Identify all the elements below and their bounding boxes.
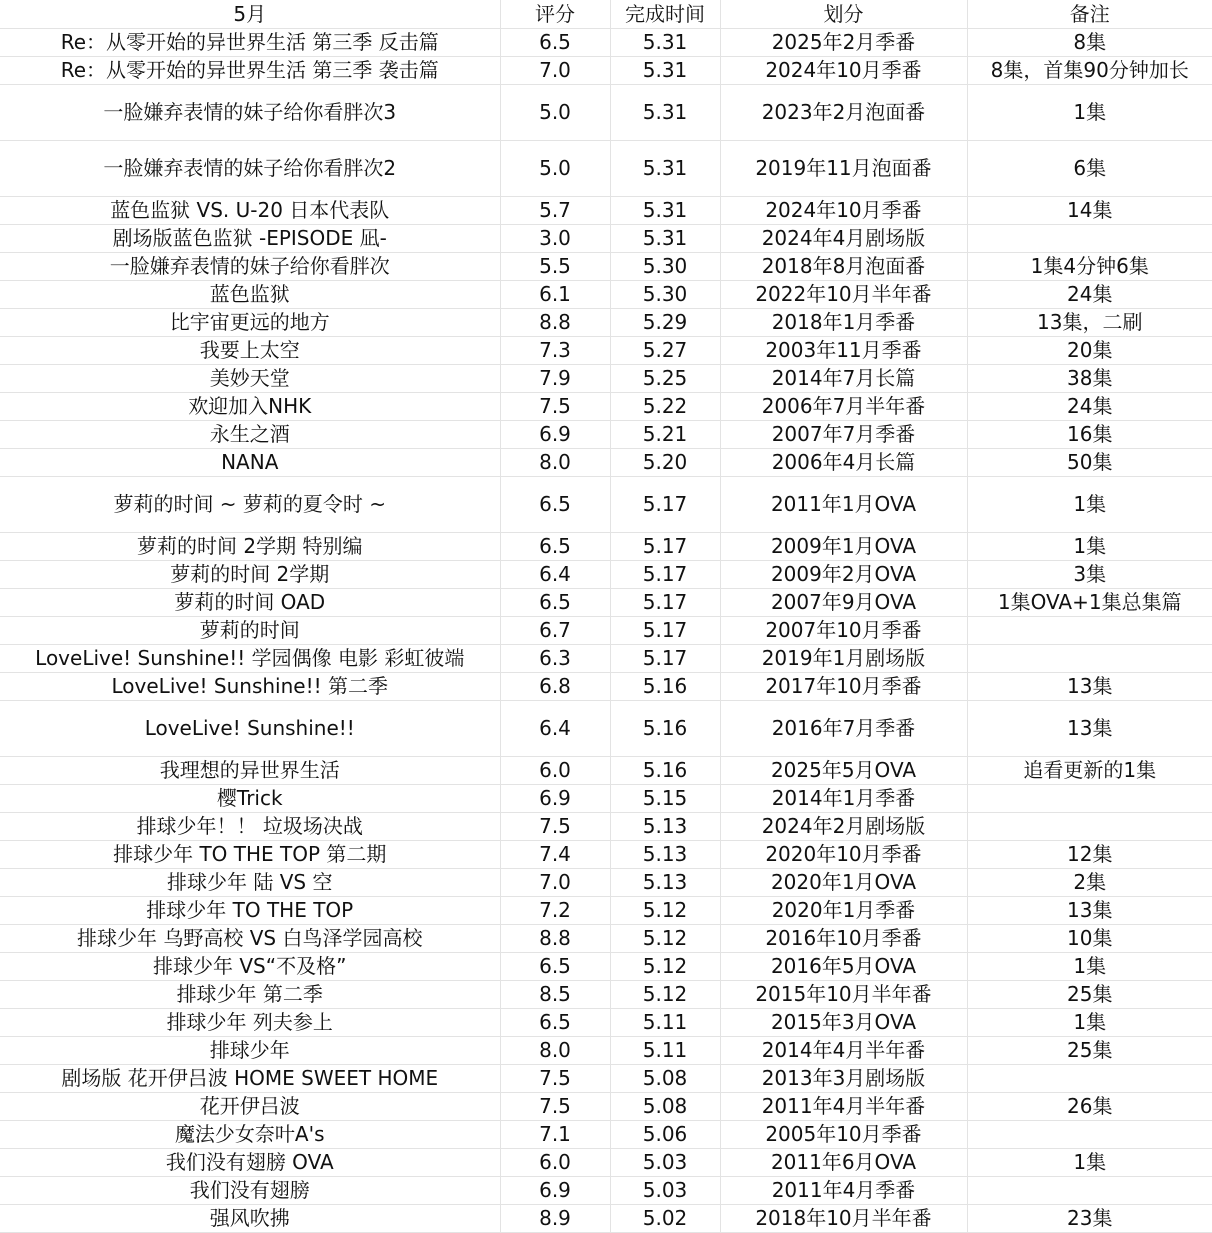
finish-date-cell[interactable]: 5.22 (610, 392, 720, 420)
finish-date-cell[interactable]: 5.03 (610, 1176, 720, 1204)
finish-date-cell[interactable]: 5.27 (610, 336, 720, 364)
score-cell[interactable]: 6.9 (500, 784, 610, 812)
title-cell[interactable]: 萝莉的时间 2学期 (0, 560, 500, 588)
table-row (0, 476, 1212, 532)
title-cell[interactable]: 永生之酒 (0, 420, 500, 448)
score-cell[interactable]: 8.8 (500, 308, 610, 336)
finish-date-cell[interactable]: 5.17 (610, 588, 720, 616)
title-cell[interactable]: Re：从零开始的异世界生活 第三季 袭击篇 (0, 56, 500, 84)
score-cell[interactable]: 8.0 (500, 448, 610, 476)
finish-date-cell[interactable]: 5.02 (610, 1204, 720, 1232)
table-row (0, 560, 1212, 588)
category-cell[interactable]: 2019年1月剧场版 (720, 644, 967, 672)
score-cell[interactable]: 7.5 (500, 812, 610, 840)
score-cell[interactable]: 6.3 (500, 644, 610, 672)
note-cell[interactable]: 追看更新的1集 (967, 756, 1212, 784)
category-cell[interactable]: 2024年4月剧场版 (720, 224, 967, 252)
category-cell[interactable]: 2020年1月OVA (720, 868, 967, 896)
title-cell[interactable]: LoveLive! Sunshine!! 第二季 (0, 672, 500, 700)
table-row (0, 336, 1212, 364)
category-cell[interactable]: 2011年1月OVA (720, 476, 967, 532)
score-cell[interactable]: 8.9 (500, 1204, 610, 1232)
score-cell[interactable]: 6.5 (500, 532, 610, 560)
note-cell[interactable]: 13集 (967, 896, 1212, 924)
table-row (0, 980, 1212, 1008)
finish-date-cell[interactable]: 5.17 (610, 476, 720, 532)
score-cell[interactable]: 6.5 (500, 28, 610, 56)
finish-date-cell[interactable]: 5.11 (610, 1036, 720, 1064)
category-cell[interactable]: 2005年10月季番 (720, 1120, 967, 1148)
table-row (0, 364, 1212, 392)
note-cell[interactable]: 1集 (967, 532, 1212, 560)
title-cell[interactable]: LoveLive! Sunshine!! 学园偶像 电影 彩虹彼端 (0, 644, 500, 672)
category-cell[interactable]: 2024年10月季番 (720, 196, 967, 224)
score-cell[interactable]: 5.7 (500, 196, 610, 224)
score-cell[interactable]: 6.1 (500, 280, 610, 308)
note-cell[interactable] (967, 644, 1212, 672)
category-cell[interactable]: 2018年8月泡面番 (720, 252, 967, 280)
category-cell[interactable]: 2011年6月OVA (720, 1148, 967, 1176)
table-row (0, 224, 1212, 252)
title-cell[interactable]: 萝莉的时间 ~ 萝莉的夏令时 ~ (0, 476, 500, 532)
score-cell[interactable]: 6.9 (500, 1176, 610, 1204)
table-row (0, 672, 1212, 700)
note-cell[interactable]: 1集4分钟6集 (967, 252, 1212, 280)
note-cell[interactable] (967, 1120, 1212, 1148)
category-cell[interactable]: 2020年1月季番 (720, 896, 967, 924)
score-cell[interactable]: 7.0 (500, 56, 610, 84)
finish-date-cell[interactable]: 5.12 (610, 980, 720, 1008)
category-cell[interactable]: 2022年10月半年番 (720, 280, 967, 308)
finish-date-cell[interactable]: 5.17 (610, 644, 720, 672)
finish-date-cell[interactable]: 5.30 (610, 280, 720, 308)
header-row (0, 0, 1212, 28)
table-row (0, 448, 1212, 476)
title-cell[interactable]: 我们没有翅膀 (0, 1176, 500, 1204)
title-cell[interactable]: 欢迎加入NHK (0, 392, 500, 420)
table-row (0, 868, 1212, 896)
note-cell[interactable] (967, 1064, 1212, 1092)
table-row (0, 28, 1212, 56)
score-cell[interactable]: 7.2 (500, 896, 610, 924)
score-cell[interactable]: 7.1 (500, 1120, 610, 1148)
title-cell[interactable]: 排球少年 TO THE TOP (0, 896, 500, 924)
score-cell[interactable]: 8.8 (500, 924, 610, 952)
note-cell[interactable]: 1集 (967, 1148, 1212, 1176)
title-cell[interactable]: NANA (0, 448, 500, 476)
title-cell[interactable]: 排球少年 列夫参上 (0, 1008, 500, 1036)
table-row (0, 532, 1212, 560)
table-row (0, 756, 1212, 784)
category-cell[interactable]: 2015年3月OVA (720, 1008, 967, 1036)
category-cell[interactable]: 2007年9月OVA (720, 588, 967, 616)
table-body (0, 28, 1212, 1232)
finish-date-cell[interactable]: 5.25 (610, 364, 720, 392)
finish-date-cell[interactable]: 5.08 (610, 1064, 720, 1092)
table-row (0, 1036, 1212, 1064)
note-cell[interactable]: 24集 (967, 280, 1212, 308)
category-cell[interactable]: 2025年2月季番 (720, 28, 967, 56)
category-cell[interactable]: 2023年2月泡面番 (720, 84, 967, 140)
finish-date-cell[interactable]: 5.31 (610, 28, 720, 56)
finish-date-cell[interactable]: 5.31 (610, 56, 720, 84)
table-row (0, 392, 1212, 420)
table-row (0, 1148, 1212, 1176)
table-row (0, 420, 1212, 448)
title-cell[interactable]: 萝莉的时间 (0, 616, 500, 644)
note-cell[interactable]: 1集OVA+1集总集篇 (967, 588, 1212, 616)
finish-date-cell[interactable]: 5.13 (610, 868, 720, 896)
finish-date-cell[interactable]: 5.31 (610, 224, 720, 252)
note-cell[interactable] (967, 812, 1212, 840)
category-cell[interactable]: 2016年7月季番 (720, 700, 967, 756)
note-cell[interactable]: 50集 (967, 448, 1212, 476)
note-cell[interactable]: 10集 (967, 924, 1212, 952)
title-cell[interactable]: 美妙天堂 (0, 364, 500, 392)
title-cell[interactable]: 魔法少女奈叶A's (0, 1120, 500, 1148)
table-row (0, 784, 1212, 812)
note-cell[interactable] (967, 784, 1212, 812)
category-cell[interactable]: 2016年10月季番 (720, 924, 967, 952)
category-cell[interactable]: 2011年4月半年番 (720, 1092, 967, 1120)
title-cell[interactable]: 排球少年 陆 VS 空 (0, 868, 500, 896)
finish-date-cell[interactable]: 5.03 (610, 1148, 720, 1176)
category-cell[interactable]: 2019年11月泡面番 (720, 140, 967, 196)
table-row (0, 588, 1212, 616)
finish-date-cell[interactable]: 5.06 (610, 1120, 720, 1148)
score-cell[interactable]: 6.5 (500, 952, 610, 980)
note-cell[interactable]: 8集 (967, 28, 1212, 56)
title-cell[interactable]: 强风吹拂 (0, 1204, 500, 1232)
title-cell[interactable]: 排球少年 第二季 (0, 980, 500, 1008)
table-row (0, 1092, 1212, 1120)
score-cell[interactable]: 6.5 (500, 476, 610, 532)
finish-date-cell[interactable]: 5.29 (610, 308, 720, 336)
category-cell[interactable]: 2018年1月季番 (720, 308, 967, 336)
table-row (0, 1176, 1212, 1204)
title-cell[interactable]: 剧场版蓝色监狱 -EPISODE 凪- (0, 224, 500, 252)
finish-date-cell[interactable]: 5.12 (610, 896, 720, 924)
title-cell[interactable]: LoveLive! Sunshine!! (0, 700, 500, 756)
title-cell[interactable]: 剧场版 花开伊吕波 HOME SWEET HOME (0, 1064, 500, 1092)
title-cell[interactable]: Re：从零开始的异世界生活 第三季 反击篇 (0, 28, 500, 56)
score-cell[interactable]: 6.8 (500, 672, 610, 700)
note-cell[interactable]: 13集，二刷 (967, 308, 1212, 336)
category-cell[interactable]: 2025年5月OVA (720, 756, 967, 784)
table-row (0, 1204, 1212, 1232)
score-cell[interactable]: 5.0 (500, 140, 610, 196)
table-row (0, 252, 1212, 280)
note-cell[interactable]: 2集 (967, 868, 1212, 896)
category-cell[interactable]: 2020年10月季番 (720, 840, 967, 868)
category-cell[interactable]: 2007年7月季番 (720, 420, 967, 448)
category-cell[interactable]: 2006年4月长篇 (720, 448, 967, 476)
title-cell[interactable]: 排球少年！！ 垃圾场决战 (0, 812, 500, 840)
note-cell[interactable]: 23集 (967, 1204, 1212, 1232)
title-cell[interactable]: 蓝色监狱 (0, 280, 500, 308)
table-row (0, 1064, 1212, 1092)
table-row (0, 308, 1212, 336)
title-cell[interactable]: 一脸嫌弃表情的妹子给你看胖次 (0, 252, 500, 280)
note-cell[interactable]: 20集 (967, 336, 1212, 364)
note-cell[interactable]: 8集，首集90分钟加长 (967, 56, 1212, 84)
title-cell[interactable]: 我要上太空 (0, 336, 500, 364)
finish-date-cell[interactable]: 5.31 (610, 84, 720, 140)
category-cell[interactable]: 2007年10月季番 (720, 616, 967, 644)
finish-date-cell[interactable]: 5.16 (610, 756, 720, 784)
finish-date-cell[interactable]: 5.16 (610, 672, 720, 700)
category-cell[interactable]: 2024年10月季番 (720, 56, 967, 84)
table-row (0, 56, 1212, 84)
score-cell[interactable]: 5.5 (500, 252, 610, 280)
table-row (0, 644, 1212, 672)
score-cell[interactable]: 7.3 (500, 336, 610, 364)
category-cell[interactable]: 2006年7月半年番 (720, 392, 967, 420)
score-cell[interactable]: 6.4 (500, 560, 610, 588)
note-cell[interactable]: 25集 (967, 1036, 1212, 1064)
note-cell[interactable]: 16集 (967, 420, 1212, 448)
finish-date-cell[interactable]: 5.08 (610, 1092, 720, 1120)
note-cell[interactable]: 38集 (967, 364, 1212, 392)
category-cell[interactable]: 2011年4月季番 (720, 1176, 967, 1204)
title-cell[interactable]: 排球少年 VS“不及格” (0, 952, 500, 980)
table-row (0, 140, 1212, 196)
score-cell[interactable]: 3.0 (500, 224, 610, 252)
note-cell[interactable]: 3集 (967, 560, 1212, 588)
title-cell[interactable]: 比宇宙更远的地方 (0, 308, 500, 336)
note-cell[interactable] (967, 224, 1212, 252)
category-cell[interactable]: 2009年2月OVA (720, 560, 967, 588)
note-cell[interactable]: 12集 (967, 840, 1212, 868)
finish-date-cell[interactable]: 5.17 (610, 532, 720, 560)
score-cell[interactable]: 6.5 (500, 588, 610, 616)
finish-date-cell[interactable]: 5.30 (610, 252, 720, 280)
finish-date-cell[interactable]: 5.31 (610, 140, 720, 196)
score-cell[interactable]: 7.5 (500, 1064, 610, 1092)
table-row (0, 84, 1212, 140)
finish-date-cell[interactable]: 5.13 (610, 812, 720, 840)
category-cell[interactable]: 2016年5月OVA (720, 952, 967, 980)
score-cell[interactable]: 6.4 (500, 700, 610, 756)
title-cell[interactable]: 我们没有翅膀 OVA (0, 1148, 500, 1176)
note-cell[interactable]: 13集 (967, 672, 1212, 700)
finish-date-cell[interactable]: 5.20 (610, 448, 720, 476)
note-cell[interactable]: 25集 (967, 980, 1212, 1008)
score-cell[interactable]: 6.5 (500, 1008, 610, 1036)
category-cell[interactable]: 2009年1月OVA (720, 532, 967, 560)
header-cell-finish-date[interactable]: 完成时间 (610, 0, 720, 28)
note-cell[interactable] (967, 616, 1212, 644)
score-cell[interactable]: 8.0 (500, 1036, 610, 1064)
finish-date-cell[interactable]: 5.11 (610, 1008, 720, 1036)
title-cell[interactable]: 蓝色监狱 VS. U-20 日本代表队 (0, 196, 500, 224)
note-cell[interactable]: 1集 (967, 84, 1212, 140)
finish-date-cell[interactable]: 5.17 (610, 616, 720, 644)
note-cell[interactable]: 14集 (967, 196, 1212, 224)
title-cell[interactable]: 樱Trick (0, 784, 500, 812)
score-cell[interactable]: 7.9 (500, 364, 610, 392)
note-cell[interactable]: 24集 (967, 392, 1212, 420)
title-cell[interactable]: 排球少年 TO THE TOP 第二期 (0, 840, 500, 868)
finish-date-cell[interactable]: 5.16 (610, 700, 720, 756)
category-cell[interactable]: 2003年11月季番 (720, 336, 967, 364)
finish-date-cell[interactable]: 5.12 (610, 924, 720, 952)
table-row (0, 1120, 1212, 1148)
score-cell[interactable]: 6.0 (500, 1148, 610, 1176)
table-row (0, 196, 1212, 224)
header-cell-category[interactable]: 划分 (720, 0, 967, 28)
category-cell[interactable]: 2017年10月季番 (720, 672, 967, 700)
category-cell[interactable]: 2014年4月半年番 (720, 1036, 967, 1064)
note-cell[interactable]: 6集 (967, 140, 1212, 196)
finish-date-cell[interactable]: 5.17 (610, 560, 720, 588)
title-cell[interactable]: 萝莉的时间 OAD (0, 588, 500, 616)
note-cell[interactable] (967, 1176, 1212, 1204)
score-cell[interactable]: 7.5 (500, 392, 610, 420)
category-cell[interactable]: 2014年7月长篇 (720, 364, 967, 392)
score-cell[interactable]: 6.9 (500, 420, 610, 448)
table-row (0, 924, 1212, 952)
title-cell[interactable]: 排球少年 (0, 1036, 500, 1064)
note-cell[interactable]: 13集 (967, 700, 1212, 756)
score-cell[interactable]: 6.7 (500, 616, 610, 644)
score-cell[interactable]: 8.5 (500, 980, 610, 1008)
category-cell[interactable]: 2014年1月季番 (720, 784, 967, 812)
table-row (0, 896, 1212, 924)
table-row (0, 1008, 1212, 1036)
note-cell[interactable]: 1集 (967, 952, 1212, 980)
category-cell[interactable]: 2018年10月半年番 (720, 1204, 967, 1232)
header-cell-score[interactable]: 评分 (500, 0, 610, 28)
category-cell[interactable]: 2015年10月半年番 (720, 980, 967, 1008)
table-row (0, 840, 1212, 868)
note-cell[interactable]: 1集 (967, 1008, 1212, 1036)
table-row (0, 616, 1212, 644)
title-cell[interactable]: 萝莉的时间 2学期 特别编 (0, 532, 500, 560)
note-cell[interactable]: 1集 (967, 476, 1212, 532)
table-row (0, 700, 1212, 756)
table-row (0, 952, 1212, 980)
score-cell[interactable]: 6.0 (500, 756, 610, 784)
header-cell-month[interactable]: 5月 (0, 0, 500, 28)
score-cell[interactable]: 7.5 (500, 1092, 610, 1120)
header-cell-note[interactable]: 备注 (967, 0, 1212, 28)
finish-date-cell[interactable]: 5.31 (610, 196, 720, 224)
note-cell[interactable]: 26集 (967, 1092, 1212, 1120)
score-cell[interactable]: 5.0 (500, 84, 610, 140)
finish-date-cell[interactable]: 5.12 (610, 952, 720, 980)
category-cell[interactable]: 2024年2月剧场版 (720, 812, 967, 840)
table-row (0, 280, 1212, 308)
title-cell[interactable]: 花开伊吕波 (0, 1092, 500, 1120)
finish-date-cell[interactable]: 5.13 (610, 840, 720, 868)
title-cell[interactable]: 一脸嫌弃表情的妹子给你看胖次2 (0, 140, 500, 196)
finish-date-cell[interactable]: 5.15 (610, 784, 720, 812)
title-cell[interactable]: 排球少年 乌野高校 VS 白鸟泽学园高校 (0, 924, 500, 952)
title-cell[interactable]: 我理想的异世界生活 (0, 756, 500, 784)
finish-date-cell[interactable]: 5.21 (610, 420, 720, 448)
score-cell[interactable]: 7.0 (500, 868, 610, 896)
title-cell[interactable]: 一脸嫌弃表情的妹子给你看胖次3 (0, 84, 500, 140)
score-cell[interactable]: 7.4 (500, 840, 610, 868)
table-row (0, 812, 1212, 840)
category-cell[interactable]: 2013年3月剧场版 (720, 1064, 967, 1092)
